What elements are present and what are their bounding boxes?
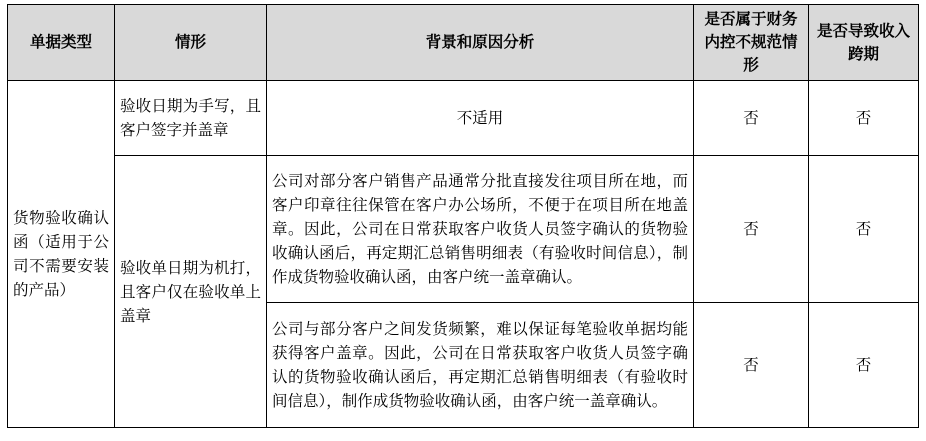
table-row xyxy=(8,156,919,303)
header-analysis: 背景和原因分析 xyxy=(267,5,694,81)
header-irregular: 是否属于财务内控不规范情形 xyxy=(694,5,809,81)
analysis-cell: 公司与部分客户之间发货频繁，难以保证每笔验收单据均能获得客户盖章。因此，公司在日常获取客户收货人员签字确认的货物验收确认函后，再定期汇总销售明细表（有验收时间信息），制作成货物验收确认函，由客户统一盖章确认。 xyxy=(267,303,694,428)
analysis-table xyxy=(7,4,919,428)
irregular-cell: 否 xyxy=(694,156,809,303)
situation-cell: 验收单日期为机打，且客户仅在验收单上盖章 xyxy=(115,156,267,428)
header-situation: 情形 xyxy=(115,5,267,81)
cross-period-cell: 否 xyxy=(809,81,919,156)
table-row xyxy=(8,81,919,156)
cross-period-cell: 否 xyxy=(809,156,919,303)
analysis-cell: 不适用 xyxy=(267,81,694,156)
doc-type-cell: 货物验收确认函（适用于公司不需要安装的产品） xyxy=(8,81,115,428)
irregular-cell: 否 xyxy=(694,81,809,156)
header-doc-type: 单据类型 xyxy=(8,5,115,81)
situation-cell: 验收日期为手写，且客户签字并盖章 xyxy=(115,81,267,156)
table-header-row xyxy=(8,5,919,81)
irregular-cell: 否 xyxy=(694,303,809,428)
analysis-cell: 公司对部分客户销售产品通常分批直接发往项目所在地，而客户印章往往保管在客户办公场所，不便于在项目所在地盖章。因此，公司在日常获取客户收货人员签字确认的货物验收确认函后，再定期汇总销售明细表（有验收时间信息），制作成货物验收确认函，由客户统一盖章确认。 xyxy=(267,156,694,303)
header-cross-period: 是否导致收入跨期 xyxy=(809,5,919,81)
cross-period-cell: 否 xyxy=(809,303,919,428)
